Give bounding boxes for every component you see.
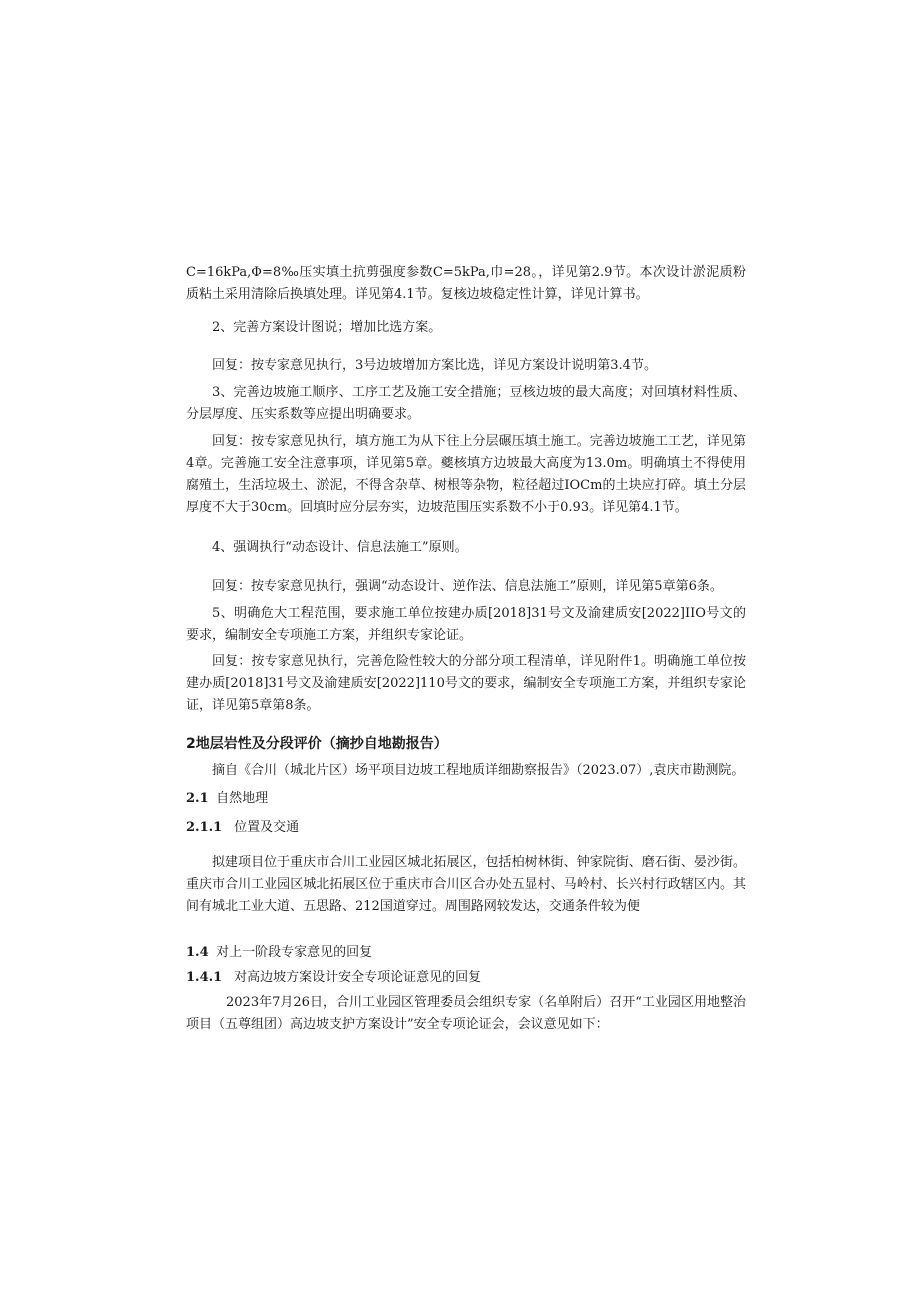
paragraph-location: 拟建项目位于重庆市合川工业园区城北拓展区，包括柏树林街、钟家院街、磨石街、晏沙街。重庆市合川工业园区城北拓展区位于重庆市合川区合办处五显村、马岭村、长兴村行政辖区内。其间有城北工业大道、五思路、212国道穿过。周围路网较发达，交通条件较为便 <box>186 855 746 914</box>
section-2-1-heading <box>186 788 268 810</box>
section-title: 位置及交通 <box>234 820 300 835</box>
paragraph-reply-4: 回复：按专家意见执行，强调“动态设计、逆作法、信息法施工”原则，详见第5章第6条。 <box>212 579 723 594</box>
section-number: 1.4 <box>186 945 209 960</box>
section-1-4-heading <box>186 942 372 964</box>
section-1-4-1-heading <box>186 967 481 989</box>
paragraph-item-5: 5、明确危大工程范围，要求施工单位按建办质[2018]31号文及渝建质安[2022]IIO号文的要求，编制安全专项施工方案，并组织专家论证。 <box>186 606 746 643</box>
section-title: 自然地理 <box>216 791 269 806</box>
paragraph-item-4: 4、强调执行“动态设计、信息法施工”原则。 <box>212 540 468 555</box>
paragraph-meeting: 2023年7月26日，合川工业园区管理委员会组织专家（名单附后）召开“工业园区用地整治项目（五尊组团）高边坡支护方案设计”安全专项论证会，会议意见如下： <box>186 995 746 1032</box>
paragraph-item-3: 3、完善边坡施工顺序、工序工艺及施工安全措施；豆核边坡的最大高度；对回填材料性质、分层厚度、压实系数等应提出明确要求。 <box>186 385 746 422</box>
section-title: 对高边坡方案设计安全专项论证意见的回复 <box>234 970 482 985</box>
source-citation: 摘自《合川（城北片区）场平项目边坡工程地质详细勘察报告》（2023.07）,袁庆市勘测院。 <box>212 763 745 778</box>
section-2-1-1-heading <box>186 817 299 839</box>
paragraph-item-2: 2、完善方案设计图说；增加比选方案。 <box>212 320 442 335</box>
section-number: 1.4.1 <box>186 970 223 985</box>
section-2-heading: 2地层岩性及分段评价（摘抄自地勘报告） <box>186 736 448 752</box>
paragraph-reply-3: 回复：按专家意见执行，填方施工为从下往上分层碾压填土施工。完善边坡施工工艺，详见第4章。完善施工安全注意事项，详见第5章。夔核填方边坡最大高度为13.0m。明确填土不得使用腐殖土，生活垃圾土、淤泥，不得含杂草、树根等杂物，粒径超过IOCm的土块应打碎。填土分层厚度不大于30cm。回填时应分层夯实，边坡范围压实系数不小于0.93。详见第4.1节。 <box>186 434 746 515</box>
paragraph-reply-5: 回复：按专家意见执行，完善危险性较大的分部分项工程清单，详见附件1。明确施工单位按建办质[2018]31号文及渝建质安[2022]110号文的要求，编制安全专项施工方案，并组织专家论证，详见第5章第8条。 <box>186 654 746 713</box>
paragraph-reply-2: 回复：按专家意见执行，3号边坡增加方案比选，详见方案设计说明第3.4节。 <box>212 358 657 373</box>
paragraph-fill-parameters: C=16kPa,Φ=8‰压实填土抗剪强度参数C=5kPa,巾=28。，详见第2.9节。本次设计淤泥质粉质粘土采用清除后换填处理。详见第4.1节。复核边坡稳定性计算，详见计算书。 <box>186 265 746 302</box>
section-number: 2.1.1 <box>186 820 223 835</box>
section-number: 2.1 <box>186 791 209 806</box>
section-title: 对上一阶段专家意见的回复 <box>216 945 373 960</box>
